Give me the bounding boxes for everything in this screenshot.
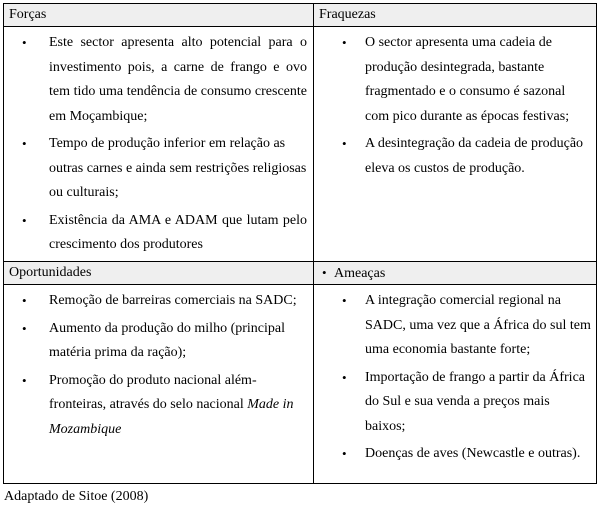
header-threats-label: Ameaças xyxy=(334,266,386,281)
bullet-icon: • xyxy=(22,212,27,228)
list-item xyxy=(314,31,592,129)
list-item-text: Remoção de barreiras comerciais na SADC; xyxy=(49,293,297,308)
bullet-icon: • xyxy=(342,369,347,385)
list-item xyxy=(4,132,307,206)
bullet-icon: • xyxy=(22,372,27,388)
list-item xyxy=(314,442,592,467)
bullet-icon: • xyxy=(22,35,27,50)
bullet-icon: • xyxy=(342,293,347,308)
list-item xyxy=(314,132,592,181)
source-caption: Adaptado de Sitoe (2008) xyxy=(4,489,149,504)
list-item-text: A desintegração da cadeia de produção eleva os custos de produção. xyxy=(365,136,584,176)
bullet-icon: • xyxy=(22,293,27,308)
list-item xyxy=(4,209,307,258)
cell-weaknesses xyxy=(314,31,596,184)
list-item-text: Tempo de produção inferior em relação as outras carnes e ainda sem restrições religiosas ou culturais; xyxy=(49,136,307,200)
list-item-text: Este sector apresenta alto potencial para o investimento pois, a carne de frango e ovo tem tido uma tendência de consumo crescente em Moçambique; xyxy=(49,35,307,124)
list-item xyxy=(314,366,592,440)
bullet-icon: • xyxy=(342,446,347,461)
cell-opportunities xyxy=(4,289,313,445)
list-item-text: Doenças de aves (Newcastle e outras). xyxy=(365,446,581,461)
list-item-text: Importação de frango a partir da África do Sul e sua venda a preços mais baixos; xyxy=(365,369,585,434)
bullet-icon: • xyxy=(342,35,347,50)
list-item-text: Existência da AMA e ADAM que lutam pelo crescimento dos produtores xyxy=(49,212,307,252)
header-weaknesses-label: Fraquezas xyxy=(319,7,376,22)
header-divider-bottom xyxy=(4,284,596,285)
list-item-text: Aumento da produção do milho (principal matéria prima da ração); xyxy=(49,320,285,360)
list-item xyxy=(4,317,307,366)
bullet-icon: • xyxy=(22,136,27,151)
header-opportunities xyxy=(4,262,313,284)
list-item xyxy=(4,289,307,314)
swot-table xyxy=(3,3,597,484)
cell-threats xyxy=(314,289,596,470)
bullet-icon: • xyxy=(342,136,347,151)
list-item-text: A integração comercial regional na SADC, uma vez que a África do sul tem uma economia bastante forte; xyxy=(365,293,591,357)
list-item xyxy=(4,31,307,129)
header-divider-top xyxy=(4,26,596,27)
header-strengths xyxy=(4,4,313,26)
list-item-text: Promoção do produto nacional além-fronteiras, através do selo nacional xyxy=(49,372,257,412)
list-item-italic-text: Made in Mozambique xyxy=(49,397,294,437)
bullet-icon: • xyxy=(22,320,27,336)
list-item-text: O sector apresenta uma cadeia de produção desintegrada, bastante fragmentado e o consumo é sazonal com pico durante as épocas festivas; xyxy=(365,35,570,124)
cell-strengths xyxy=(4,31,313,261)
bullet-icon: • xyxy=(322,265,327,280)
list-item xyxy=(314,289,592,363)
header-opportunities-label: Oportunidades xyxy=(9,265,92,280)
header-weaknesses xyxy=(314,4,596,26)
header-threats xyxy=(314,262,596,284)
list-item xyxy=(4,369,307,443)
header-strengths-label: Forças xyxy=(9,7,47,22)
